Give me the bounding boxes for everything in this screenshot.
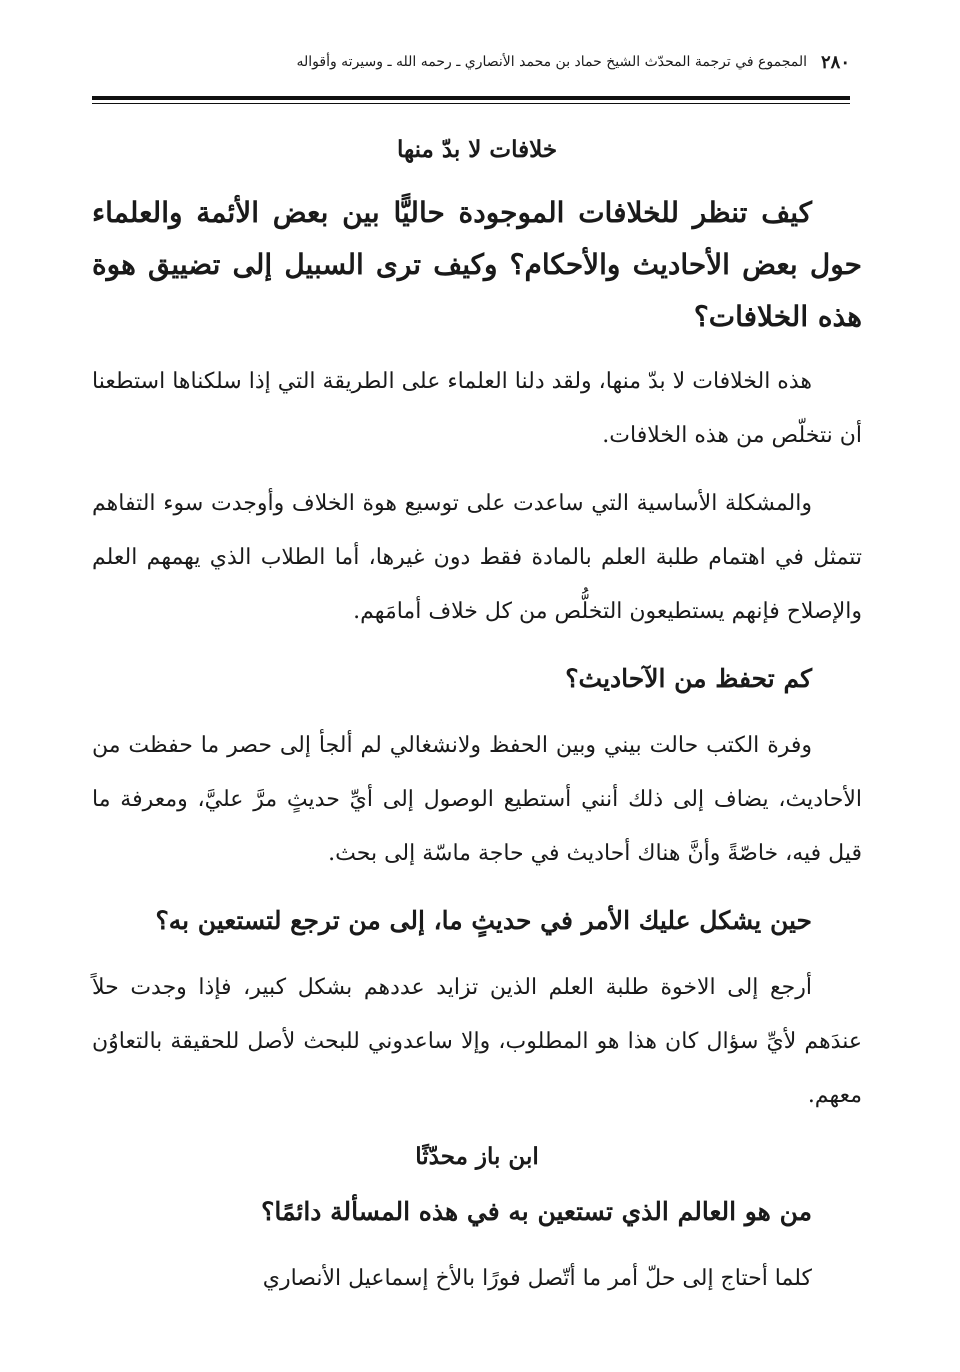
section-heading-ibn-baz: ابن باز محدّثًا	[415, 1143, 539, 1170]
answer-scholar-start: كلما أحتاج إلى حلّ أمر ما أتّصل فورًا بالأخ إسماعيل الأنصاري	[262, 1266, 812, 1291]
section-heading-differences: خلافات لا بدّ منها	[396, 136, 558, 163]
question-scholar: من هو العالم الذي تستعين به في هذه المسألة دائمًا؟	[261, 1197, 812, 1226]
header-rule-thin	[92, 103, 850, 104]
answer-consultation: أرجع إلى الاخوة طلبة العلم الذين تزايد عددهم بشكل كبير، فإذا وجدت حلاً عندَهم لأيِّ سؤال كان هذا هو المطلوب، وإلا ساعدوني للبحث لأصل للحقيقة بالتعاوُن معهم.	[92, 975, 862, 1108]
answer-differences-paragraph-2: والمشكلة الأساسية التي ساعدت على توسيع هوة الخلاف وأوجدت سوء التفاهم تتمثل في اهتمام طلبة العلم بالمادة فقط دون غيرها، أما الطلاب الذي يهمهم العلم والإصلاح فإنهم يستطيعون التخلُّص من كل خلاف أمامَهم.	[92, 491, 862, 624]
running-header	[95, 42, 850, 82]
page-number: ٢٨٠	[820, 51, 850, 73]
page-body	[92, 118, 862, 1320]
running-title: المجموع في ترجمة المحدّث الشيخ حماد بن محمد الأنصاري ـ رحمه الله ـ وسيرته وأقواله	[296, 54, 807, 70]
question-memorization: كم تحفظ من الآحاديث؟	[565, 664, 812, 693]
header-rule-thick	[92, 96, 850, 100]
answer-differences-paragraph-1: هذه الخلافات لا بدّ منها، ولقد دلنا العلماء على الطريقة التي إذا سلكناها استطعنا أن نتخلّص من هذه الخلافات.	[92, 369, 862, 448]
question-consultation: حين يشكل عليك الأمر في حديثٍ ما، إلى من ترجع لتستعين به؟	[155, 906, 812, 935]
answer-memorization: وفرة الكتب حالت بيني وبين الحفظ ولانشغالي لم ألجأ إلى حصر ما حفظت من الأحاديث، يضاف إلى ذلك أنني أستطيع الوصول إلى أيِّ حديثٍ مرَّ عليَّ، ومعرفة ما قيل فيه، خاصّةً وأنَّ هناك أحاديث في حاجة ماسّة إلى بحث.	[92, 733, 862, 866]
question-differences: كيف تنظر للخلافات الموجودة حاليًّا بين بعض الأئمة والعلماء حول بعض الأحاديث والأحكام؟ وكيف ترى السبيل إلى تضييق هوة هذه الخلافات؟	[92, 196, 862, 333]
